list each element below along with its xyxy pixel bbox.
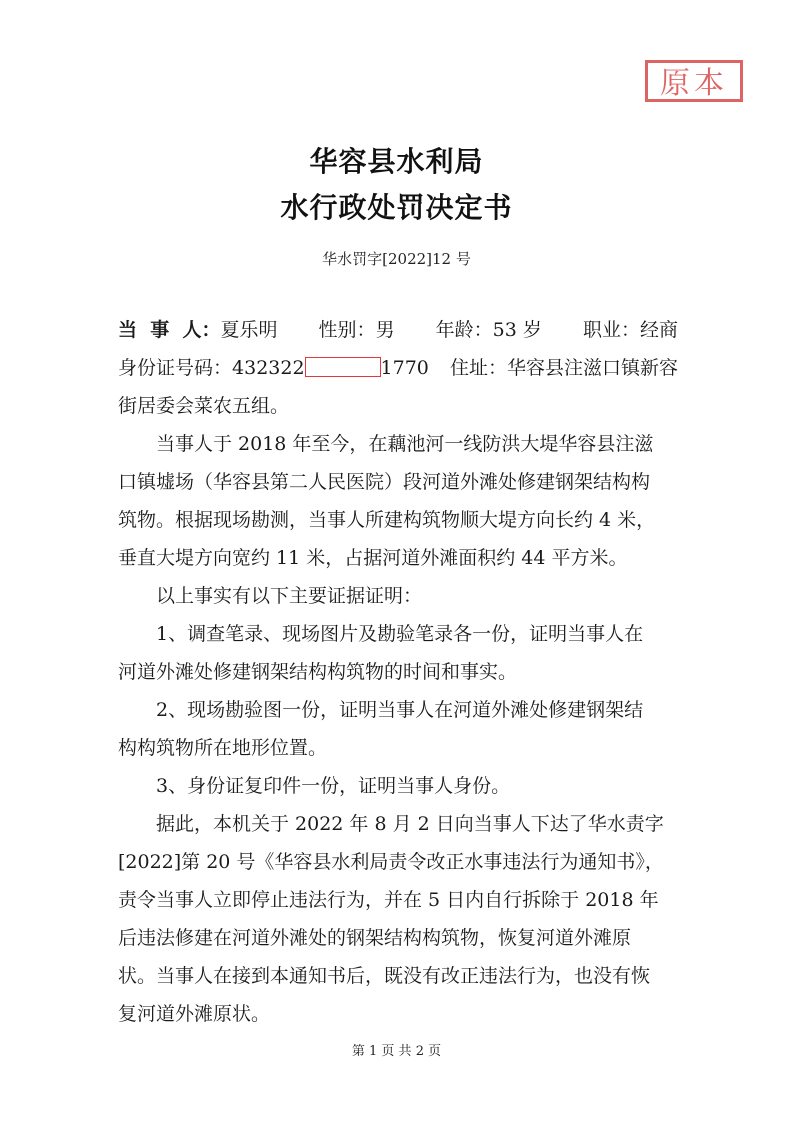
p6-line1: 据此，本机关于 2022 年 8 月 2 日向当事人下达了华水责字 (156, 813, 664, 835)
p2-line1: 以上事实有以下主要证据证明： (156, 585, 423, 607)
address-line1: 华容县注滋口镇新容 (506, 357, 678, 379)
job-group (583, 318, 678, 342)
gender-label: 性别： (318, 319, 376, 341)
age-value: 53 岁 (492, 319, 542, 341)
party-name-group (118, 318, 277, 342)
p6-line5: 状。当事人在接到本通知书后，既没有改正违法行为，也没有恢 (118, 965, 651, 987)
p3-line2: 河道外滩处修建钢架结构构筑物的时间和事实。 (118, 661, 518, 683)
job-label: 职业： (582, 319, 640, 341)
original-stamp: 原本 (645, 60, 743, 102)
gender-value: 男 (375, 319, 395, 341)
id-address-row (118, 356, 678, 380)
party-info-row (118, 318, 678, 342)
id-suffix: 1770 (380, 357, 429, 379)
id-redaction-box (305, 357, 381, 377)
address-group (450, 356, 678, 380)
p1-line2: 口镇墟场（华容县第二人民医院）段河道外滩处修建钢架结构构 (118, 471, 651, 493)
document-number: 华水罚字[2022]12 号 (322, 250, 471, 268)
id-label: 身份证号码： (118, 357, 233, 379)
age-label: 年龄： (435, 319, 493, 341)
p6-line3: 责令当事人立即停止违法行为，并在 5 日内自行拆除于 2018 年 (118, 889, 659, 911)
address-label: 住址： (449, 357, 507, 379)
job-value: 经商 (639, 319, 678, 341)
address-line2: 街居委会菜农五组。 (118, 395, 290, 417)
p4-line1: 2、现场勘验图一份，证明当事人在河道外滩处修建钢架结 (156, 699, 644, 721)
p6-line2: [2022]第 20 号《华容县水利局责令改正水事违法行为通知书》， (118, 851, 664, 873)
p1-line4: 垂直大堤方向宽约 11 米，占据河道外滩面积约 44 平方米。 (118, 547, 628, 569)
id-prefix: 432322 (232, 357, 305, 379)
p6-line4: 后违法修建在河道外滩处的钢架结构构筑物，恢复河道外滩原 (118, 927, 632, 949)
document-title: 水行政处罚决定书 (280, 191, 513, 224)
p1-line1: 当事人于 2018 年至今，在藕池河一线防洪大堤华容县注滋 (156, 433, 654, 455)
age-group (436, 318, 542, 342)
p4-line2: 构构筑物所在地形位置。 (118, 737, 328, 759)
p6-line6: 复河道外滩原状。 (118, 1003, 271, 1025)
party-label: 当 事 人： (118, 319, 221, 341)
p1-line3: 筑物。根据现场勘测，当事人所建构筑物顺大堤方向长约 4 米， (118, 509, 656, 531)
p3-line1: 1、调查笔录、现场图片及勘验笔录各一份，证明当事人在 (156, 623, 644, 645)
p5-line1: 3、身份证复印件一份，证明当事人身份。 (156, 775, 511, 797)
page-footer: 第 1 页 共 2 页 (351, 1044, 442, 1059)
agency-title: 华容县水利局 (309, 145, 484, 178)
party-name: 夏乐明 (220, 319, 278, 341)
gender-group (319, 318, 395, 342)
id-group (118, 356, 429, 380)
